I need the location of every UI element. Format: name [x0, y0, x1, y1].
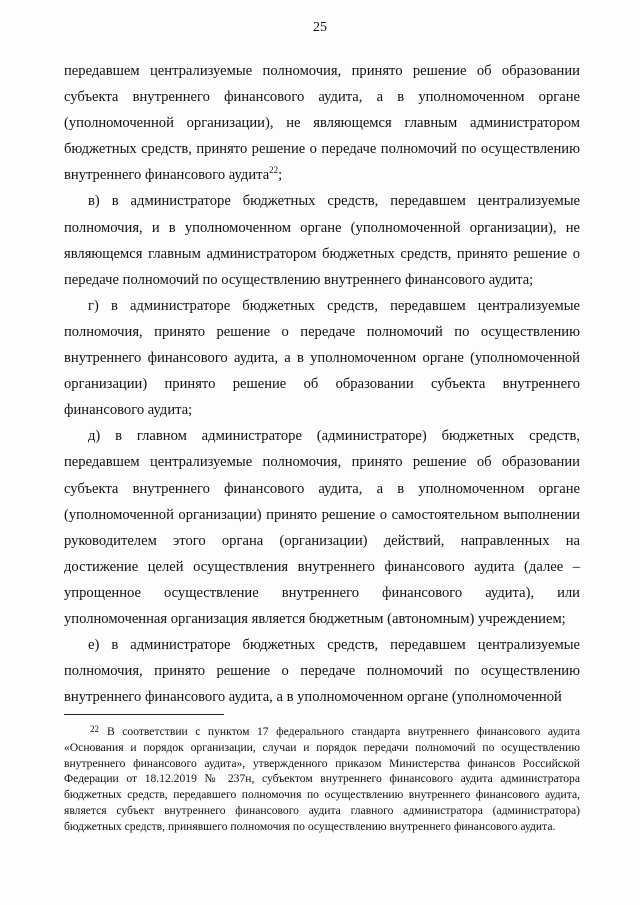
paragraph-text: передавшем централизуемые полномочия, принято решение об образовании субъекта внутреннего финансового аудита, а в уполномоченном органе (уполномоченной организации), не являющемся главным администратором бюджетных средств, принято решение о передаче полномочий по осуществлению внутреннего финансового аудита	[64, 63, 580, 184]
paragraph-continuation	[64, 58, 580, 188]
footnote-text: В соответствии с пунктом 17 федерального стандарта внутреннего финансового аудита «Основания и порядок организации, случаи и порядок передачи полномочий по осуществлению внутреннего финансового аудита», утвержденного приказом Министерства финансов Российской Федерации от 18.12.2019 № 237н, субъектом внутреннего финансового аудита администратора бюджетных средств, передавшего полномочия по осуществлению внутреннего финансового аудита, является субъект внутреннего финансового аудита главного администратора (администратора) бюджетных средств, принявшего полномочия по осуществлению внутреннего финансового аудита.	[64, 725, 580, 833]
body-text	[64, 58, 580, 710]
paragraph-e: е) в администраторе бюджетных средств, передавшем централизуемые полномочия, принято решение о передаче полномочий по осуществлению внутреннего финансового аудита, а в уполномоченном органе (уполномоченной	[64, 637, 580, 706]
footnote	[64, 722, 580, 835]
paragraph-v: в) в администраторе бюджетных средств, передавшем централизуемые полномочия, и в уполномоченном органе (уполномоченной организации), не являющемся главным администратором бюджетных средств, принято решение о передаче полномочий по осуществлению внутреннего финансового аудита;	[64, 193, 580, 288]
page-number: 25	[313, 20, 327, 35]
footnote-paragraph	[64, 722, 580, 835]
footnote-reference[interactable]: 22	[269, 165, 279, 176]
paragraph-d: д) в главном администраторе (администраторе) бюджетных средств, передавшем централизуемые полномочия, принято решение об образовании субъекта внутреннего финансового аудита, а в уполномоченном органе (уполномоченной организации) принято решение о самостоятельном выполнении руководителем этого органа (организации) действий, направленных на достижение целей осуществления внутреннего финансового аудита (далее – упрощенное осуществление внутреннего финансового аудита), или уполномоченная организация является бюджетным (автономным) учреждением;	[64, 428, 580, 627]
paragraph-tail: ;	[278, 167, 283, 184]
paragraph-g: г) в администраторе бюджетных средств, передавшем централизуемые полномочия, принято решение о передаче полномочий по осуществлению внутреннего финансового аудита, а в уполномоченном органе (уполномоченной организации) принято решение об образовании субъекта внутреннего финансового аудита;	[64, 297, 580, 419]
footnote-separator	[64, 714, 224, 715]
footnote-mark: 22	[90, 724, 99, 734]
